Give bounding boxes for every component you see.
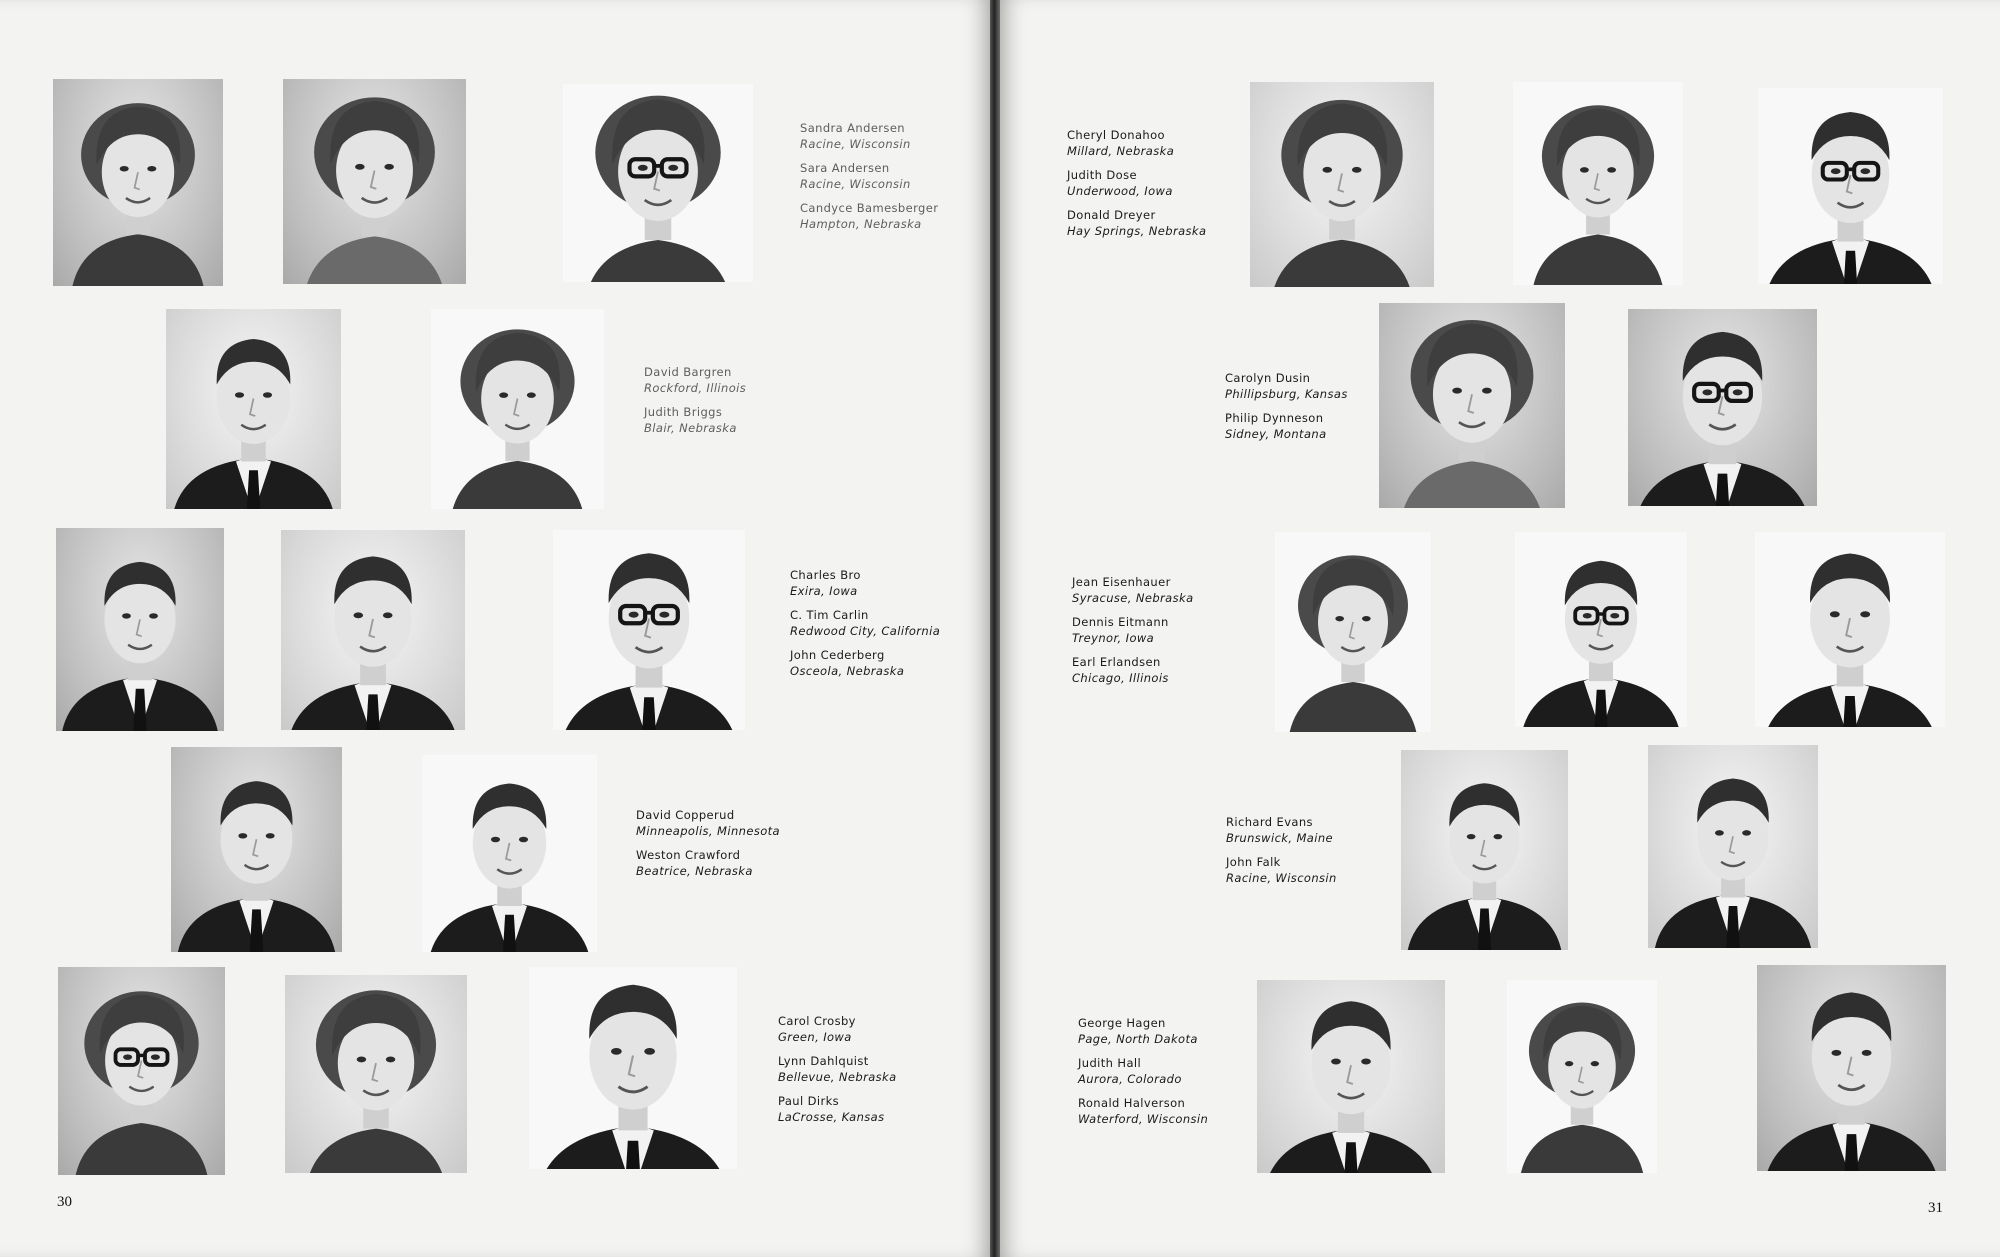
portrait-silhouette [1275,532,1431,732]
portrait-photo [1648,745,1818,948]
portrait-silhouette [53,79,223,286]
portrait-photo [53,79,223,286]
portrait-silhouette [166,309,341,509]
caption-group [1225,370,1348,450]
student-hometown: Beatrice, Nebraska [636,864,753,878]
student-hometown: Exira, Iowa [790,584,858,598]
portrait-photo [422,755,597,952]
student-name: Lynn Dahlquist [778,1054,869,1068]
student-name: David Bargren [644,365,732,379]
portrait-photo [166,309,341,509]
page-number-left: 30 [57,1194,72,1210]
student-name: Philip Dynneson [1225,411,1324,425]
student-entry [790,607,940,639]
student-entry [1226,814,1337,846]
portrait-silhouette [1757,965,1946,1171]
student-hometown: Bellevue, Nebraska [778,1070,897,1084]
portrait-silhouette [553,530,745,730]
student-hometown: Osceola, Nebraska [790,664,905,678]
student-name: Sara Andersen [800,161,890,175]
student-entry [1067,127,1206,159]
student-hometown: Waterford, Wisconsin [1078,1112,1209,1126]
student-hometown: Minneapolis, Minnesota [636,824,780,838]
portrait-silhouette [171,747,342,952]
student-name: Judith Briggs [644,405,723,419]
student-hometown: Rockford, Illinois [644,381,747,395]
caption-group [800,120,938,240]
portrait-photo [1250,82,1434,287]
portrait-photo [1755,532,1945,727]
portrait-silhouette [56,528,224,731]
student-name: John Falk [1226,855,1281,869]
portrait-silhouette [1758,88,1943,284]
portrait-photo [1257,980,1445,1173]
student-name: Charles Bro [790,568,861,582]
book-gutter [990,0,1000,1257]
student-name: Donald Dreyer [1067,208,1156,222]
portrait-silhouette [563,84,753,282]
portrait-silhouette [1628,309,1817,506]
student-entry [1067,207,1206,239]
student-entry [778,1093,897,1125]
student-entry [800,200,938,232]
student-entry [1225,370,1348,402]
page-number-right: 31 [1928,1200,1943,1216]
portrait-silhouette [1257,980,1445,1173]
student-hometown: Racine, Wisconsin [1226,871,1337,885]
portrait-photo [1758,88,1943,284]
student-name: C. Tim Carlin [790,608,869,622]
student-name: Paul Dirks [778,1094,840,1108]
portrait-photo [283,79,466,284]
student-entry [1225,410,1348,442]
caption-group [1226,814,1337,894]
student-hometown: Brunswick, Maine [1226,831,1334,845]
portrait-silhouette [1379,303,1565,508]
student-hometown: Redwood City, California [790,624,941,638]
portrait-silhouette [1513,82,1683,285]
student-hometown: Phillipsburg, Kansas [1225,387,1348,401]
student-entry [1067,167,1206,199]
portrait-silhouette [58,967,225,1175]
student-entry [1078,1095,1208,1127]
student-hometown: Sidney, Montana [1225,427,1327,441]
student-entry [1072,654,1194,686]
portrait-photo [1507,980,1657,1173]
caption-group [1067,127,1206,247]
student-entry [1078,1015,1208,1047]
student-entry [778,1013,897,1045]
student-entry [636,807,780,839]
student-name: Earl Erlandsen [1072,655,1161,669]
portrait-silhouette [283,79,466,284]
portrait-photo [1275,532,1431,732]
student-name: Carolyn Dusin [1225,371,1311,385]
student-hometown: Underwood, Iowa [1067,184,1173,198]
portrait-photo [1757,965,1946,1171]
student-hometown: Green, Iowa [778,1030,852,1044]
student-hometown: Racine, Wisconsin [800,137,911,151]
student-hometown: Hampton, Nebraska [800,217,922,231]
caption-group [1078,1015,1208,1135]
portrait-photo [285,975,467,1173]
student-entry [1072,614,1194,646]
student-hometown: Aurora, Colorado [1078,1072,1182,1086]
student-name: John Cederberg [790,648,885,662]
student-name: Judith Dose [1067,168,1137,182]
student-entry [778,1053,897,1085]
portrait-silhouette [1755,532,1945,727]
caption-group [636,807,780,887]
portrait-silhouette [1507,980,1657,1173]
portrait-silhouette [1515,532,1687,727]
portrait-photo [281,530,465,730]
student-name: Dennis Eitmann [1072,615,1169,629]
student-name: Ronald Halverson [1078,1096,1186,1110]
portrait-photo [56,528,224,731]
student-name: Weston Crawford [636,848,741,862]
portrait-photo [58,967,225,1175]
portrait-photo [553,530,745,730]
portrait-silhouette [281,530,465,730]
student-name: Judith Hall [1078,1056,1142,1070]
portrait-silhouette [422,755,597,952]
student-entry [790,647,940,679]
portrait-photo [1379,303,1565,508]
student-entry [1078,1055,1208,1087]
student-hometown: Page, North Dakota [1078,1032,1198,1046]
student-hometown: Treynor, Iowa [1072,631,1155,645]
student-name: Jean Eisenhauer [1072,575,1171,589]
student-name: George Hagen [1078,1016,1166,1030]
student-entry [1226,854,1337,886]
student-entry [800,120,938,152]
portrait-photo [1513,82,1683,285]
caption-group [778,1013,897,1133]
student-hometown: Racine, Wisconsin [800,177,911,191]
student-entry [644,364,746,396]
portrait-silhouette [285,975,467,1173]
student-hometown: Hay Springs, Nebraska [1067,224,1207,238]
student-name: Carol Crosby [778,1014,856,1028]
portrait-photo [1401,750,1568,950]
portrait-photo [1628,309,1817,506]
student-entry [644,404,746,436]
caption-group [1072,574,1194,694]
student-hometown: Chicago, Illinois [1072,671,1169,685]
portrait-silhouette [431,309,604,509]
portrait-photo [563,84,753,282]
portrait-silhouette [1648,745,1818,948]
portrait-silhouette [529,967,737,1169]
portrait-photo [1515,532,1687,727]
student-hometown: Syracuse, Nebraska [1072,591,1194,605]
student-entry [790,567,940,599]
student-entry [636,847,780,879]
student-entry [1072,574,1194,606]
student-name: Richard Evans [1226,815,1313,829]
student-hometown: Blair, Nebraska [644,421,737,435]
student-name: David Copperud [636,808,735,822]
student-hometown: LaCrosse, Kansas [778,1110,885,1124]
student-name: Sandra Andersen [800,121,905,135]
student-entry [800,160,938,192]
portrait-photo [171,747,342,952]
caption-group [790,567,940,687]
caption-group [644,364,746,444]
student-hometown: Millard, Nebraska [1067,144,1175,158]
portrait-photo [431,309,604,509]
student-name: Cheryl Donahoo [1067,128,1165,142]
portrait-photo [529,967,737,1169]
student-name: Candyce Bamesberger [800,201,939,215]
portrait-silhouette [1401,750,1568,950]
portrait-silhouette [1250,82,1434,287]
